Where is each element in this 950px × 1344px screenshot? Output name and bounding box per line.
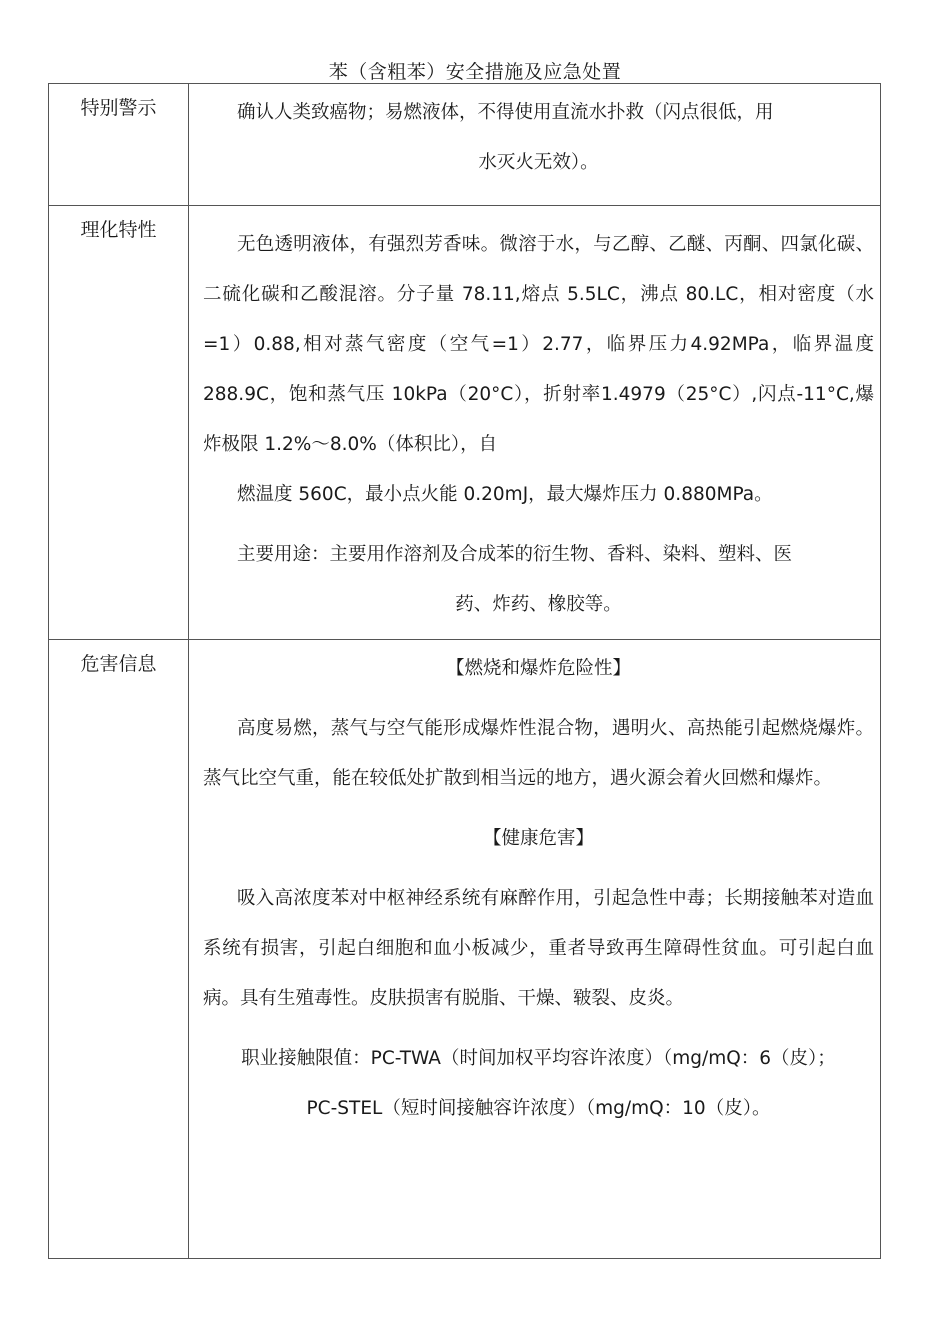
warning-text-line1: 确认人类致癌物；易燃液体，不得使用直流水扑救（闪点很低，用 <box>237 102 774 123</box>
uses-line2: 药、炸药、橡胶等。 <box>455 594 622 615</box>
table-row <box>49 640 881 1259</box>
exposure-limit-line2: PC-STEL（短时间接触容许浓度）（mg/mQ：10（皮）。 <box>306 1098 771 1119</box>
uses-line1: 主要用途：主要用作溶剂及合成苯的衍生物、香料、染料、塑料、医 <box>237 544 793 565</box>
fire-hazard-text: 高度易燃，蒸气与空气能形成爆炸性混合物，遇明火、高热能引起燃烧爆炸。蒸气比空气重，能在较低处扩散到相当远的地方，遇火源会着火回燃和爆炸。 <box>203 718 874 789</box>
exposure-limit-line1: 职业接触限值：PC-TWA（时间加权平均容许浓度）（mg/mQ：6（皮）； <box>241 1048 836 1069</box>
warning-text-line2: 水灭火无效）。 <box>478 152 599 173</box>
properties-content <box>189 206 881 640</box>
properties-autoignition: 燃温度 560C，最小点火能 0.20mJ，最大爆炸压力 0.880MPa。 <box>237 484 773 505</box>
hazard-content <box>189 640 881 1259</box>
row-label-hazard: 危害信息 <box>49 640 189 1259</box>
table-row <box>49 84 881 206</box>
warning-content <box>189 84 881 206</box>
fire-hazard-heading: 【燃烧和爆炸危险性】 <box>445 658 631 679</box>
table-row <box>49 206 881 640</box>
properties-paragraph: 无色透明液体，有强烈芳香味。微溶于水，与乙醇、乙醚、丙酮、四氯化碳、二硫化碳和乙酸混溶。分子量 78.11,熔点 5.5LC，沸点 80.LC，相对密度（水=1）0.88,相对蒸气密度（空气=1）2.77，临界压力4.92MPa，临界温度 288.9C，饱和蒸气压 10kPa（20°C），折射率1.4979（25°C）,闪点-11°C,爆炸极限 1.2%〜8.0%（体积比），自 <box>203 234 874 455</box>
page-title: 苯（含粗苯）安全措施及应急处置 <box>328 61 622 83</box>
safety-table <box>48 83 881 1259</box>
row-label-warning: 特别警示 <box>49 84 189 206</box>
row-label-properties: 理化特性 <box>49 206 189 640</box>
health-hazard-heading: 【健康危害】 <box>482 828 594 849</box>
health-hazard-text: 吸入高浓度苯对中枢神经系统有麻醉作用，引起急性中毒；长期接触苯对造血系统有损害，引起白细胞和血小板减少，重者导致再生障碍性贫血。可引起白血病。具有生殖毒性。皮肤损害有脱脂、干燥、皲裂、皮炎。 <box>203 888 874 1009</box>
